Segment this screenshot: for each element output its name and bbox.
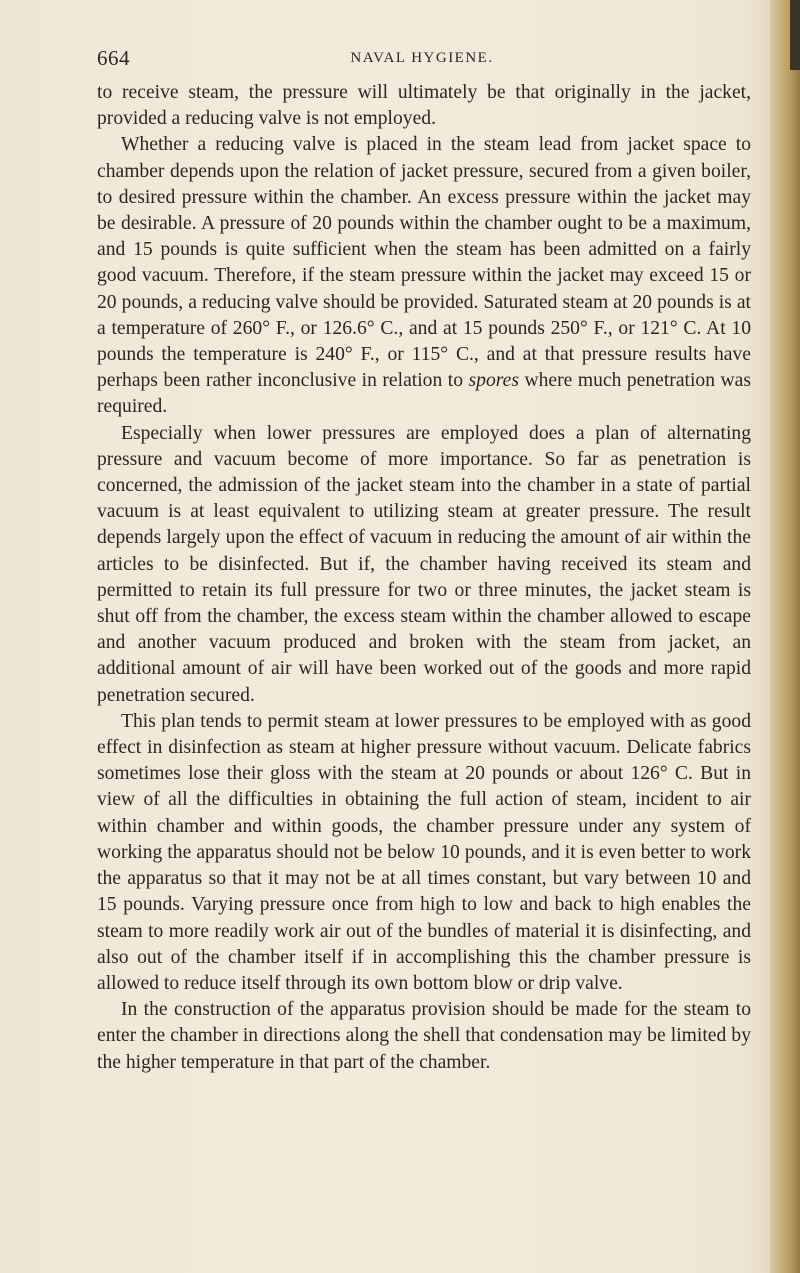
- paragraph: Especially when lower pressures are employed does a plan of alternating pressure and vacuum become of more importance. So far as penetration is concerned, the admission of the jacket steam into the chamber in a state of partial vacuum is at least equivalent to utilizing steam at greater pressure. The result depends largely upon the effect of vacuum in reducing the amount of air within the articles to be disinfected. But if, the chamber having received its steam and permitted to retain its full pressure for two or three minutes, the jacket steam is shut off from the chamber, the excess steam within the chamber allowed to escape and another vacuum produced and broken with the steam from jacket, an additional amount of air will have been worked out of the goods and more rapid penetration secured.: [97, 422, 751, 706]
- page-number: 664: [97, 46, 130, 70]
- running-head: NAVAL HYGIENE.: [350, 50, 494, 66]
- page-edge-shadow: [790, 0, 800, 70]
- paragraph: This plan tends to permit steam at lower pressures to be employed with as good effect in disinfection as steam at higher pressure without vacuum. Delicate fabrics sometimes lose their gloss with the steam at 20 pounds or about 126° C. But in view of all the difficulties in obtaining the full action of steam, incident to air within chamber and within goods, the chamber pressure under any system of working the apparatus should not be below 10 pounds, and it is even better to work the apparatus so that it may not be at all times constant, but vary between 10 and 15 pounds. Varying pressure once from high to low and back to high enables the steam to more readily work air out of the bundles of material it is disinfecting, and also out of the chamber itself if in accomplishing this the chamber pressure is allowed to reduce itself through its own bottom blow or drip valve.: [97, 710, 751, 994]
- page-header: [97, 46, 747, 74]
- page-edge: [770, 0, 800, 1273]
- paragraph: In the construction of the apparatus provision should be made for the steam to enter the chamber in directions along the shell that condensation may be limited by the higher temperature in that part of the chamber.: [97, 999, 751, 1073]
- paragraph-text: Whether a reducing valve is placed in the steam lead from jacket space to chamber depends upon the relation of jacket pressure, secured from a given boiler, to desired pressure within the chamber. An excess pressure within the jacket may be desirable. A pressure of 20 pounds within the chamber ought to be a maximum, and 15 pounds is quite sufficient when the steam has been admitted on a fairly good vacuum. Therefore, if the steam pressure within the jacket may exceed 15 or 20 pounds, a reducing valve should be provided. Saturated steam at 20 pounds is at a temperature of 260° F., or 126.6° C., and at 15 pounds 250° F., or 121° C. At 10 pounds the temperature is 240° F., or 115° C., and at that pressure results have perhaps been rather inconclusive in relation to: [97, 134, 751, 392]
- body-text: [97, 80, 751, 1076]
- paragraph: to receive steam, the pressure will ultimately be that originally in the jacket, provided a reducing valve is not employed.: [97, 82, 751, 130]
- italic-term: spores: [468, 370, 519, 392]
- paragraph-text: where much penetration was required.: [97, 370, 751, 418]
- paragraph: [97, 132, 751, 420]
